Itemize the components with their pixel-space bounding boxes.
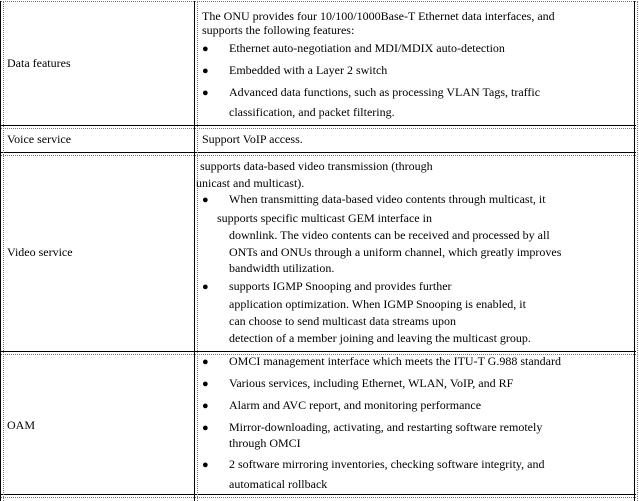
bullet-text: When transmitting data-based video contents through multicast, it — [229, 192, 546, 206]
bullet-text: downlink. The video contents can be received and processed by all — [229, 228, 550, 242]
row-divider — [0, 125, 636, 126]
bullet-text: through OMCI — [229, 436, 301, 450]
column-divider-dotted — [197, 1, 198, 501]
bullet-text: Various services, including Ethernet, WLAN, VoIP, and RF — [229, 376, 514, 390]
bullet-text: can choose to send multicast data streams upon — [229, 314, 456, 328]
cell-text: supports data-based video transmission (through — [200, 159, 433, 173]
row-label-oam: OAM — [7, 418, 36, 432]
row-divider-dotted — [0, 128, 636, 129]
bullet-icon: ● — [202, 281, 209, 293]
row-divider — [0, 494, 636, 495]
bullet-icon: ● — [202, 65, 209, 77]
row-label-voice-service: Voice service — [7, 132, 72, 146]
bullet-text: application optimization. When IGMP Snooping is enabled, it — [229, 297, 526, 311]
bullet-text: supports IGMP Snooping and provides further — [229, 279, 452, 293]
bullet-text: 2 software mirroring inventories, checking software integrity, and — [229, 457, 545, 471]
bullet-text: supports specific multicast GEM interface in — [217, 211, 432, 225]
cell-text: supports the following features: — [202, 23, 355, 37]
cell-text: Support VoIP access. — [202, 132, 303, 146]
bullet-text: Advanced data functions, such as processing VLAN Tags, traffic — [229, 85, 541, 99]
bullet-text: OMCI management interface which meets the ITU-T G.988 standard — [229, 354, 562, 368]
row-divider — [0, 351, 636, 352]
bullet-icon: ● — [202, 422, 209, 434]
cell-text: The ONU provides four 10/100/1000Base-T Ethernet data interfaces, and — [202, 9, 555, 23]
bullet-icon: ● — [202, 356, 209, 368]
row-divider-dotted — [0, 155, 636, 156]
bullet-icon: ● — [202, 87, 209, 99]
bullet-text: automatical rollback — [229, 477, 328, 491]
table-left-border-dotted — [3, 1, 4, 501]
bullet-text: Alarm and AVC report, and monitoring performance — [229, 398, 482, 412]
row-divider-dotted — [0, 497, 636, 498]
bullet-text: Embedded with a Layer 2 switch — [229, 63, 388, 77]
bullet-icon: ● — [202, 378, 209, 390]
column-divider — [194, 1, 195, 501]
table-top-border — [0, 1, 636, 2]
bullet-text: ONTs and ONUs through a uniform channel, which greatly improves — [229, 245, 562, 259]
bullet-text: Mirror-downloading, activating, and restarting software remotely — [229, 420, 543, 434]
table-right-border — [634, 1, 635, 501]
bullet-text: classification, and packet filtering. — [229, 105, 395, 119]
bullet-text: Ethernet auto-negotiation and MDI/MDIX auto-detection — [229, 41, 505, 55]
row-label-video-service: Video service — [7, 245, 73, 259]
bullet-icon: ● — [202, 400, 209, 412]
bullet-icon: ● — [202, 459, 209, 471]
table-left-border — [0, 1, 1, 501]
bullet-text: bandwidth utilization. — [229, 261, 335, 275]
table-right-border-dotted — [637, 1, 638, 501]
bullet-icon: ● — [202, 194, 209, 206]
row-divider — [0, 152, 636, 153]
bullet-text: detection of a member joining and leaving the multicast group. — [229, 331, 531, 345]
bullet-icon: ● — [202, 43, 209, 55]
cell-text: unicast and multicast). — [196, 176, 305, 190]
row-label-data-features: Data features — [7, 56, 71, 70]
